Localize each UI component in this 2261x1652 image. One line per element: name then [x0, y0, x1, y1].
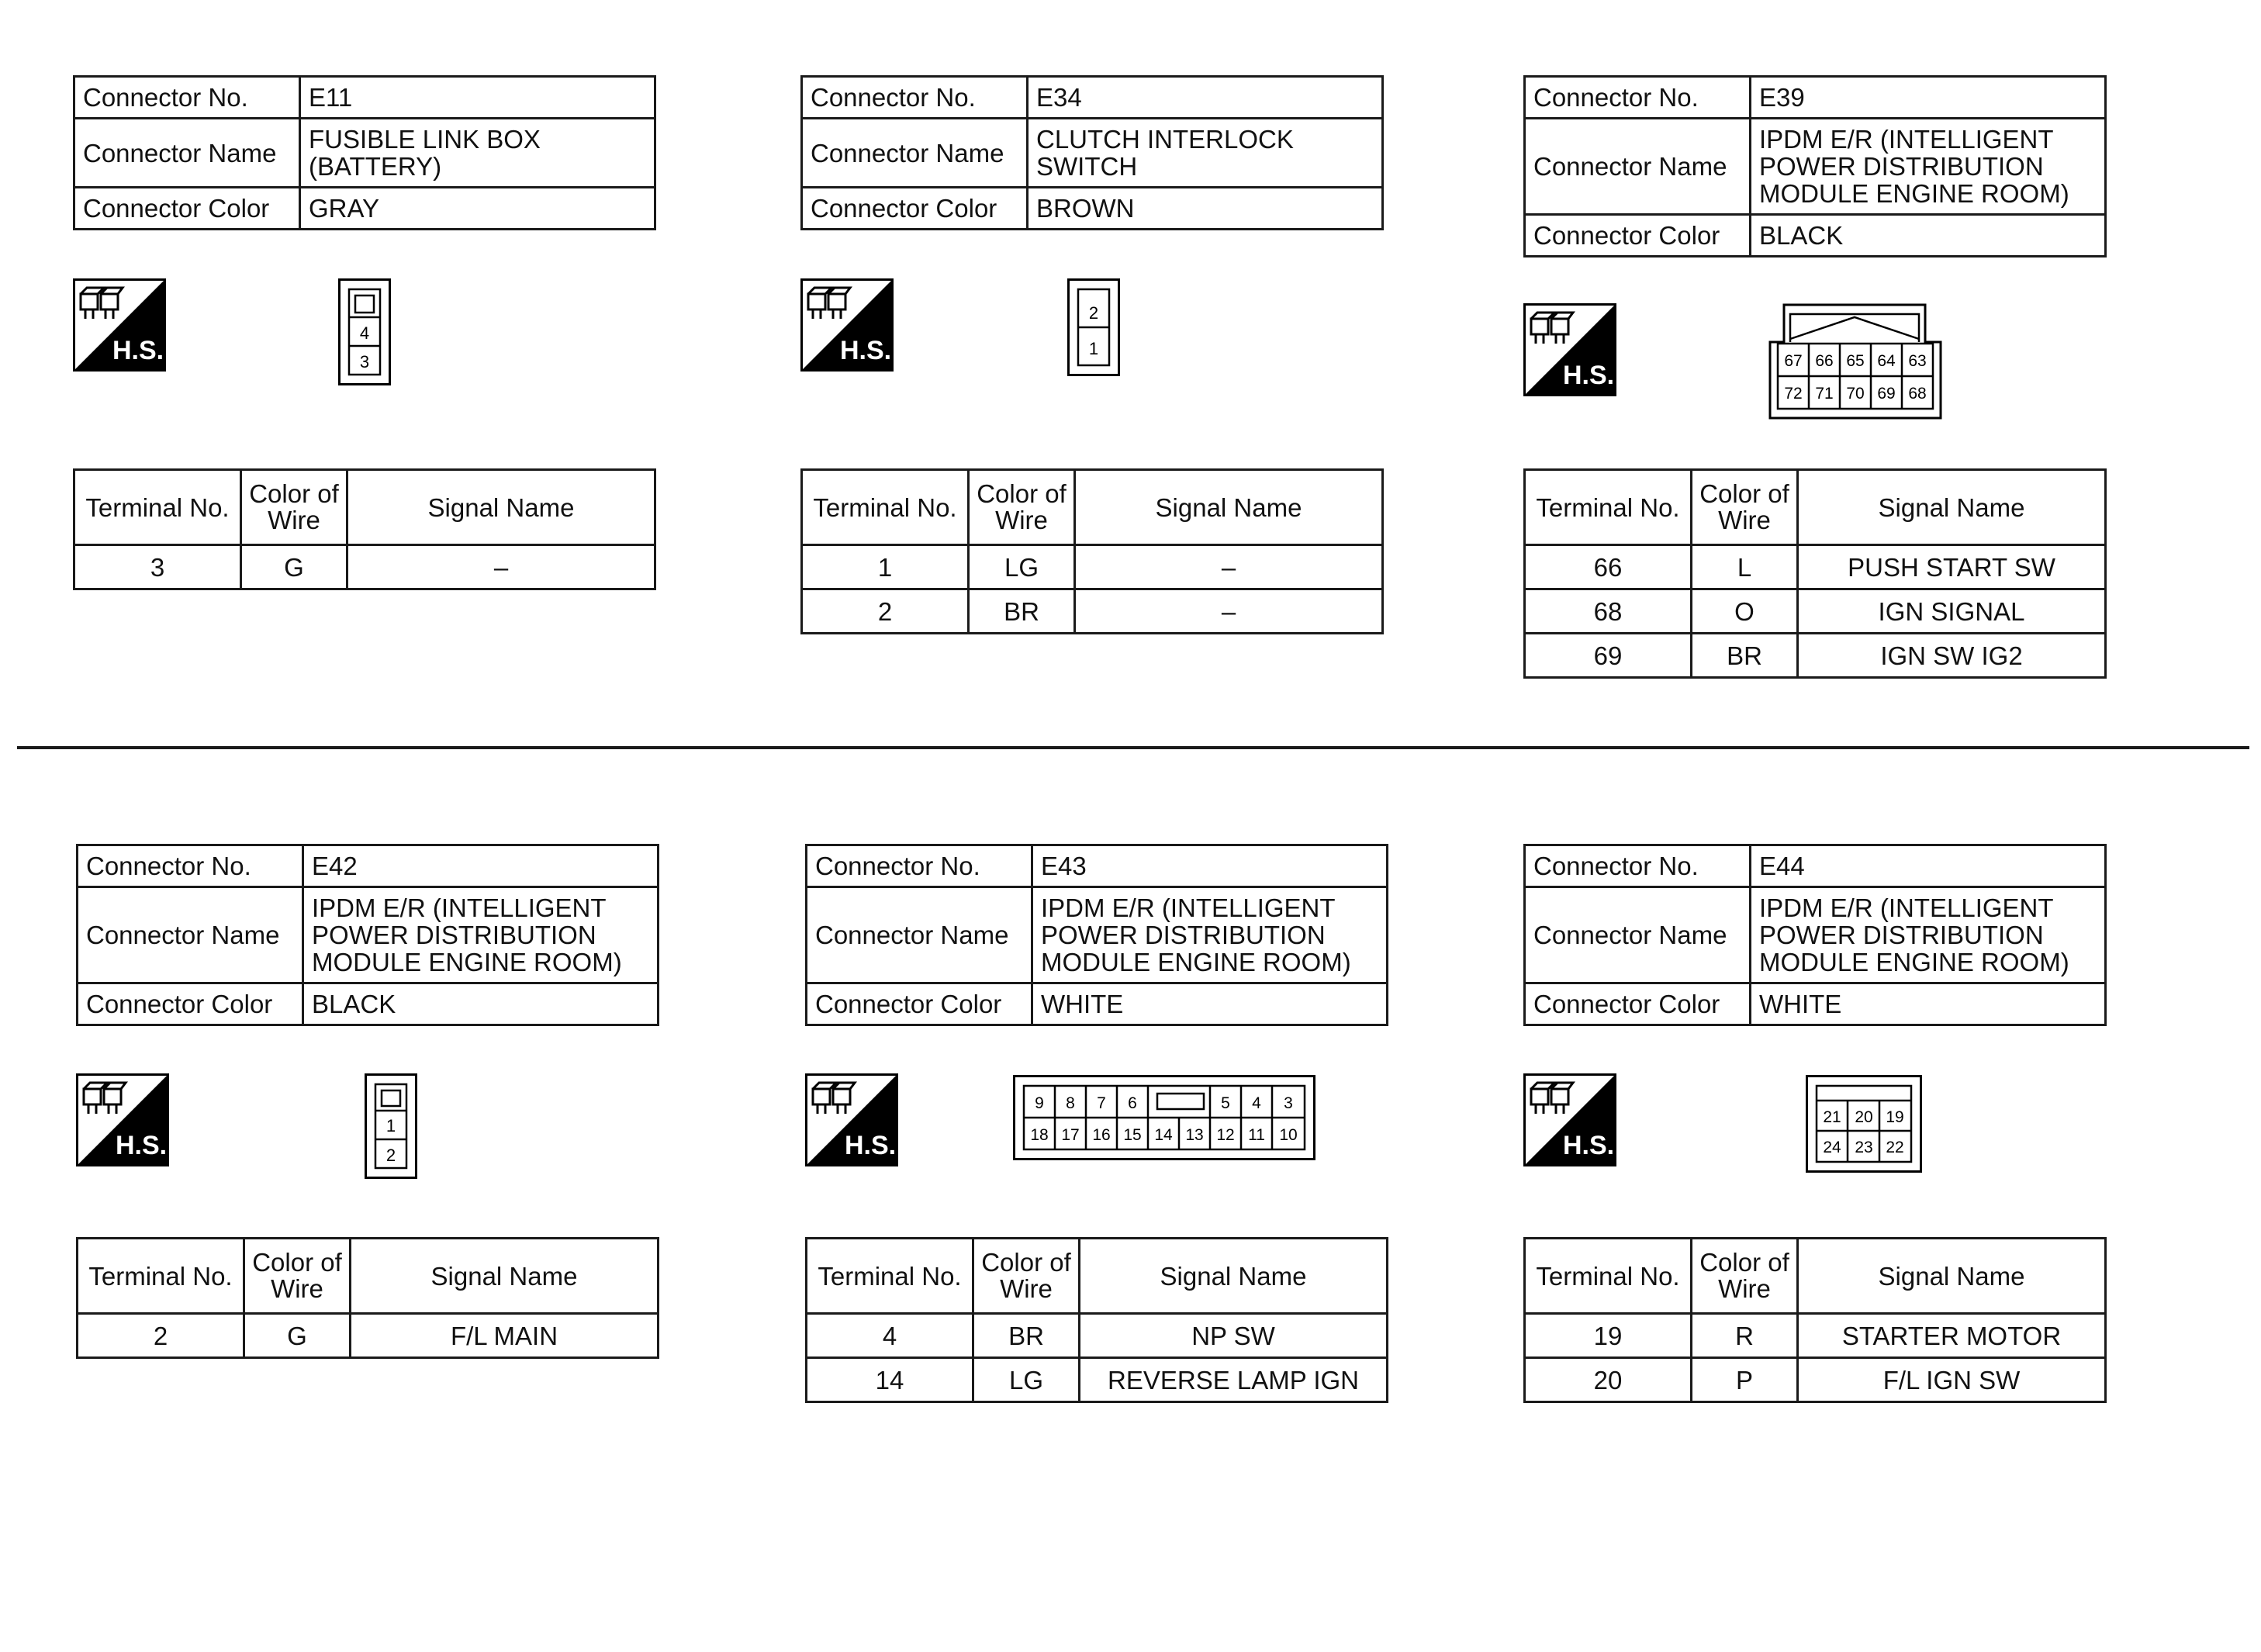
wire-color: LG [973, 1358, 1080, 1402]
color-of-wire-header: Color of Wire [977, 479, 1067, 534]
terminal-no-header: Terminal No. [807, 1239, 973, 1314]
connector-no-value: E42 [303, 845, 659, 887]
connector-info-table [76, 844, 659, 1026]
pin-label: 17 [1061, 1126, 1080, 1144]
hs-badge-label: H.S. [112, 336, 164, 365]
connector-name-value: IPDM E/R (INTELLIGENT POWER DISTRIBUTION MODULE ENGINE ROOM) [312, 893, 622, 976]
wire-color: P [1692, 1358, 1798, 1402]
harness-side-icon [800, 278, 894, 372]
pin-label: 66 [1815, 352, 1834, 370]
connector-color-value: GRAY [300, 188, 655, 230]
terminal-row [1525, 545, 2106, 589]
connector-name-label: Connector Name [1525, 887, 1751, 983]
connector-block-e44 [1523, 844, 2107, 1026]
wire-color: G [244, 1314, 351, 1358]
connector-name-value: CLUTCH INTERLOCK SWITCH [1036, 125, 1294, 181]
signal-name: IGN SW IG2 [1798, 634, 2106, 678]
connector-no-label: Connector No. [78, 845, 303, 887]
connector-name-label: Connector Name [78, 887, 303, 983]
connector-block-e11 [73, 75, 656, 230]
pin-label: 16 [1092, 1126, 1111, 1144]
terminal-row [802, 589, 1383, 634]
connector-name-value: FUSIBLE LINK BOX (BATTERY) [309, 125, 541, 181]
connector-info-table [800, 75, 1384, 230]
terminal-row [802, 545, 1383, 589]
connector-face-diagram [1806, 1075, 1922, 1173]
connector-name-value: IPDM E/R (INTELLIGENT POWER DISTRIBUTION MODULE ENGINE ROOM) [1759, 893, 2069, 976]
wire-color: G [241, 545, 347, 589]
connector-face-diagram [1013, 1075, 1315, 1160]
terminal-row [74, 545, 655, 589]
connector-block-e34 [800, 75, 1384, 230]
connector-block-e42 [76, 844, 659, 1026]
wire-color: BR [973, 1314, 1080, 1358]
terminal-row [78, 1314, 659, 1358]
terminal-row [1525, 1314, 2106, 1358]
color-of-wire-header: Color of Wire [249, 479, 339, 534]
connector-name-label: Connector Name [807, 887, 1032, 983]
connector-no-value: E34 [1028, 77, 1383, 119]
terminal-no: 68 [1525, 589, 1692, 634]
connector-no-label: Connector No. [802, 77, 1028, 119]
signal-name: F/L MAIN [351, 1314, 659, 1358]
pin-label: 3 [1284, 1094, 1293, 1112]
pin-label: 3 [359, 352, 370, 372]
connector-no-label: Connector No. [1525, 845, 1751, 887]
terminal-no: 69 [1525, 634, 1692, 678]
terminal-table-e11 [73, 468, 656, 590]
connector-color-value: WHITE [1032, 983, 1388, 1025]
terminal-no-header: Terminal No. [78, 1239, 244, 1314]
pin-label: 12 [1216, 1126, 1235, 1144]
pin-label: 63 [1908, 352, 1927, 370]
terminal-table-e42 [76, 1237, 659, 1359]
connector-name-label: Connector Name [1525, 119, 1751, 215]
signal-name: STARTER MOTOR [1798, 1314, 2106, 1358]
connector-face-diagram [1767, 303, 1944, 421]
color-of-wire-header: Color of Wire [1699, 1248, 1789, 1303]
connector-info-table [1523, 75, 2107, 257]
terminal-no: 66 [1525, 545, 1692, 589]
connector-info-table [805, 844, 1388, 1026]
terminal-no: 1 [802, 545, 969, 589]
signal-name: – [1075, 545, 1383, 589]
terminal-table-e43 [805, 1237, 1388, 1403]
color-of-wire-header: Color of Wire [1699, 479, 1789, 534]
signal-name: – [1075, 589, 1383, 634]
terminal-row [1525, 1358, 2106, 1402]
connector-info-table [73, 75, 656, 230]
pin-label: 6 [1128, 1094, 1137, 1112]
connector-color-label: Connector Color [1525, 215, 1751, 257]
connector-color-label: Connector Color [74, 188, 300, 230]
color-of-wire-header: Color of Wire [252, 1248, 342, 1303]
pin-label: 14 [1154, 1126, 1173, 1144]
terminal-row [807, 1314, 1388, 1358]
pin-label: 71 [1815, 385, 1834, 403]
terminal-no: 3 [74, 545, 241, 589]
pin-label: 18 [1030, 1126, 1049, 1144]
signal-name-header: Signal Name [351, 1239, 659, 1314]
wire-color: R [1692, 1314, 1798, 1358]
signal-name: PUSH START SW [1798, 545, 2106, 589]
pin-label: 70 [1846, 385, 1865, 403]
connector-color-label: Connector Color [807, 983, 1032, 1025]
signal-name-header: Signal Name [1075, 470, 1383, 545]
signal-name: REVERSE LAMP IGN [1080, 1358, 1388, 1402]
connector-no-value: E43 [1032, 845, 1388, 887]
terminal-no: 4 [807, 1314, 973, 1358]
connector-no-label: Connector No. [74, 77, 300, 119]
harness-side-icon [1523, 303, 1616, 396]
terminal-row [1525, 589, 2106, 634]
harness-side-icon [73, 278, 166, 372]
connector-no-label: Connector No. [807, 845, 1032, 887]
pin-label: 15 [1123, 1126, 1142, 1144]
pin-label: 22 [1886, 1139, 1904, 1156]
pin-label: 2 [385, 1146, 396, 1165]
terminal-no: 20 [1525, 1358, 1692, 1402]
terminal-table-e34 [800, 468, 1384, 634]
terminal-table-e39 [1523, 468, 2107, 679]
wire-color: LG [969, 545, 1075, 589]
color-of-wire-header: Color of Wire [981, 1248, 1071, 1303]
signal-name: IGN SIGNAL [1798, 589, 2106, 634]
connector-color-value: BLACK [1751, 215, 2106, 257]
hs-badge-label: H.S. [115, 1131, 168, 1160]
terminal-table-e44 [1523, 1237, 2107, 1403]
connector-color-label: Connector Color [78, 983, 303, 1025]
connector-name-value: IPDM E/R (INTELLIGENT POWER DISTRIBUTION MODULE ENGINE ROOM) [1759, 125, 2069, 208]
pin-label: 67 [1784, 352, 1803, 370]
harness-side-icon [1523, 1073, 1616, 1166]
connector-face-diagram [1067, 278, 1120, 376]
connector-no-value: E44 [1751, 845, 2106, 887]
connector-block-e43 [805, 844, 1388, 1026]
connector-face-diagram [338, 278, 391, 385]
hs-badge-label: H.S. [1562, 1131, 1615, 1160]
pin-label: 5 [1221, 1094, 1230, 1112]
terminal-no-header: Terminal No. [1525, 1239, 1692, 1314]
terminal-no: 2 [78, 1314, 244, 1358]
signal-name-header: Signal Name [347, 470, 655, 545]
connector-block-e39 [1523, 75, 2107, 257]
signal-name: F/L IGN SW [1798, 1358, 2106, 1402]
connector-face-diagram [365, 1073, 417, 1179]
connector-color-value: WHITE [1751, 983, 2106, 1025]
harness-side-icon [76, 1073, 169, 1166]
pin-label: 11 [1248, 1126, 1265, 1144]
connector-name-label: Connector Name [802, 119, 1028, 188]
pin-label: 10 [1279, 1126, 1298, 1144]
pin-label: 7 [1097, 1094, 1106, 1112]
hs-badge-label: H.S. [1562, 361, 1615, 390]
connector-info-table [1523, 844, 2107, 1026]
wire-color: BR [1692, 634, 1798, 678]
pin-label: 20 [1855, 1108, 1873, 1126]
connector-no-value: E11 [300, 77, 655, 119]
pin-label: 23 [1855, 1139, 1873, 1156]
pin-label: 1 [1088, 339, 1099, 358]
connector-name-label: Connector Name [74, 119, 300, 188]
hs-badge-label: H.S. [839, 336, 892, 365]
wire-color: L [1692, 545, 1798, 589]
signal-name-header: Signal Name [1798, 470, 2106, 545]
pin-label: 9 [1035, 1094, 1044, 1112]
signal-name-header: Signal Name [1080, 1239, 1388, 1314]
connector-name-value: IPDM E/R (INTELLIGENT POWER DISTRIBUTION MODULE ENGINE ROOM) [1041, 893, 1351, 976]
pin-label: 4 [1252, 1094, 1261, 1112]
section-divider [17, 746, 2249, 749]
pin-label: 1 [385, 1116, 396, 1135]
signal-name: NP SW [1080, 1314, 1388, 1358]
pin-label: 24 [1823, 1139, 1841, 1156]
pin-label: 68 [1908, 385, 1927, 403]
terminal-no: 14 [807, 1358, 973, 1402]
signal-name: – [347, 545, 655, 589]
signal-name-header: Signal Name [1798, 1239, 2106, 1314]
terminal-no-header: Terminal No. [74, 470, 241, 545]
terminal-no: 19 [1525, 1314, 1692, 1358]
wire-color: BR [969, 589, 1075, 634]
pin-label: 72 [1784, 385, 1803, 403]
connector-no-value: E39 [1751, 77, 2106, 119]
pin-label: 4 [359, 323, 370, 343]
pin-label: 69 [1877, 385, 1896, 403]
connector-color-label: Connector Color [1525, 983, 1751, 1025]
terminal-no-header: Terminal No. [802, 470, 969, 545]
connector-color-label: Connector Color [802, 188, 1028, 230]
terminal-no-header: Terminal No. [1525, 470, 1692, 545]
connector-color-value: BROWN [1028, 188, 1383, 230]
terminal-row [1525, 634, 2106, 678]
pin-label: 65 [1846, 352, 1865, 370]
wire-color: O [1692, 589, 1798, 634]
pin-label: 21 [1823, 1108, 1841, 1126]
hs-badge-label: H.S. [844, 1131, 897, 1160]
pin-label: 2 [1088, 303, 1099, 323]
pin-label: 8 [1066, 1094, 1075, 1112]
pin-label: 19 [1886, 1108, 1904, 1126]
pin-label: 64 [1877, 352, 1896, 370]
pin-label: 13 [1185, 1126, 1204, 1144]
connector-color-value: BLACK [303, 983, 659, 1025]
harness-side-icon [805, 1073, 898, 1166]
terminal-row [807, 1358, 1388, 1402]
connector-no-label: Connector No. [1525, 77, 1751, 119]
terminal-no: 2 [802, 589, 969, 634]
